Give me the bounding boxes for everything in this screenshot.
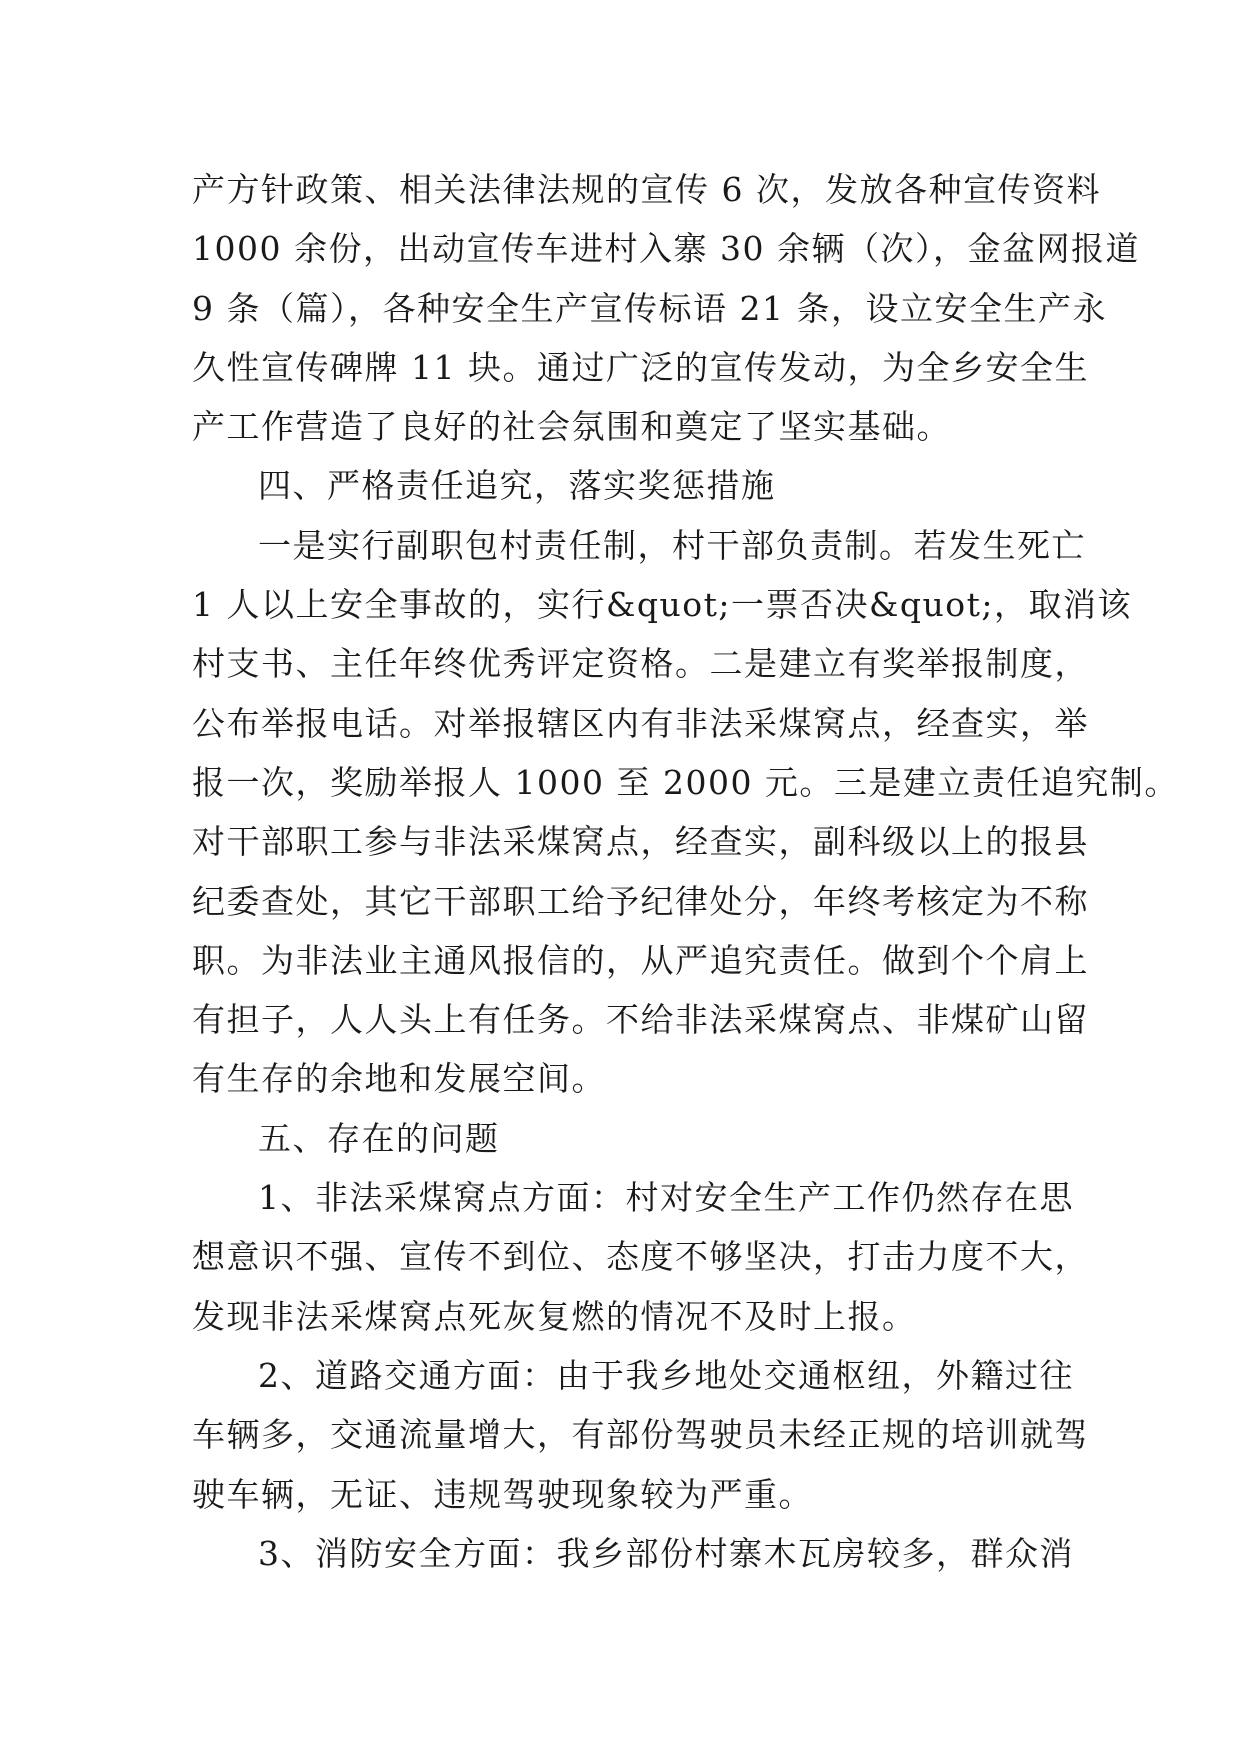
text-line: 1 人以上安全事故的，实行&quot;一票否决&quot;，取消该 (192, 585, 1132, 625)
text-line: 驶车辆，无证、违规驾驶现象较为严重。 (192, 1474, 813, 1514)
paragraph-first-line: 五、存在的问题 (258, 1118, 500, 1158)
paragraph-first-line: 1、非法采煤窝点方面：村对安全生产工作仍然存在思 (258, 1178, 1074, 1218)
text-line: 报一次，奖励举报人 1000 至 2000 元。三是建立责任追究制。 (192, 762, 1179, 802)
text-line: 久性宣传碑牌 11 块。通过广泛的宣传发动，为全乡安全生 (192, 347, 1089, 387)
paragraph-first-line: 3、消防安全方面：我乡部份村寨木瓦房较多，群众消 (258, 1533, 1074, 1573)
text-line: 车辆多，交通流量增大，有部份驾驶员未经正规的培训就驾 (192, 1415, 1089, 1455)
text-line: 有担子，人人头上有任务。不给非法采煤窝点、非煤矿山留 (192, 1000, 1089, 1040)
text-line: 产工作营造了良好的社会氛围和奠定了坚实基础。 (192, 407, 951, 447)
text-line: 产方针政策、相关法律法规的宣传 6 次，发放各种宣传资料 (192, 170, 1101, 209)
text-line: 村支书、主任年终优秀评定资格。二是建立有奖举报制度， (192, 644, 1089, 684)
text-line: 想意识不强、宣传不到位、态度不够坚决，打击力度不大， (192, 1237, 1089, 1277)
text-line: 发现非法采煤窝点死灰复燃的情况不及时上报。 (192, 1296, 917, 1336)
document-body (192, 160, 1179, 1583)
paragraph-first-line: 2、道路交通方面：由于我乡地处交通枢纽，外籍过往 (258, 1355, 1074, 1395)
paragraph-first-line: 四、严格责任追究，落实奖惩措施 (258, 466, 776, 506)
text-line: 1000 余份，出动宣传车进村入寨 30 余辆（次），金盆网报道 (192, 229, 1140, 269)
text-line: 9 条（篇），各种安全生产宣传标语 21 条，设立安全生产永 (192, 288, 1107, 328)
text-line: 职。为非法业主通风报信的，从严追究责任。做到个个肩上 (192, 940, 1089, 980)
paragraph-first-line: 一是实行副职包村责任制，村干部负责制。若发生死亡 (258, 525, 1086, 565)
text-line: 对干部职工参与非法采煤窝点，经查实，副科级以上的报县 (192, 822, 1089, 862)
text-line: 有生存的余地和发展空间。 (192, 1059, 606, 1099)
text-line: 纪委查处，其它干部职工给予纪律处分，年终考核定为不称 (192, 881, 1089, 921)
text-line: 公布举报电话。对举报辖区内有非法采煤窝点，经查实，举 (192, 703, 1089, 743)
